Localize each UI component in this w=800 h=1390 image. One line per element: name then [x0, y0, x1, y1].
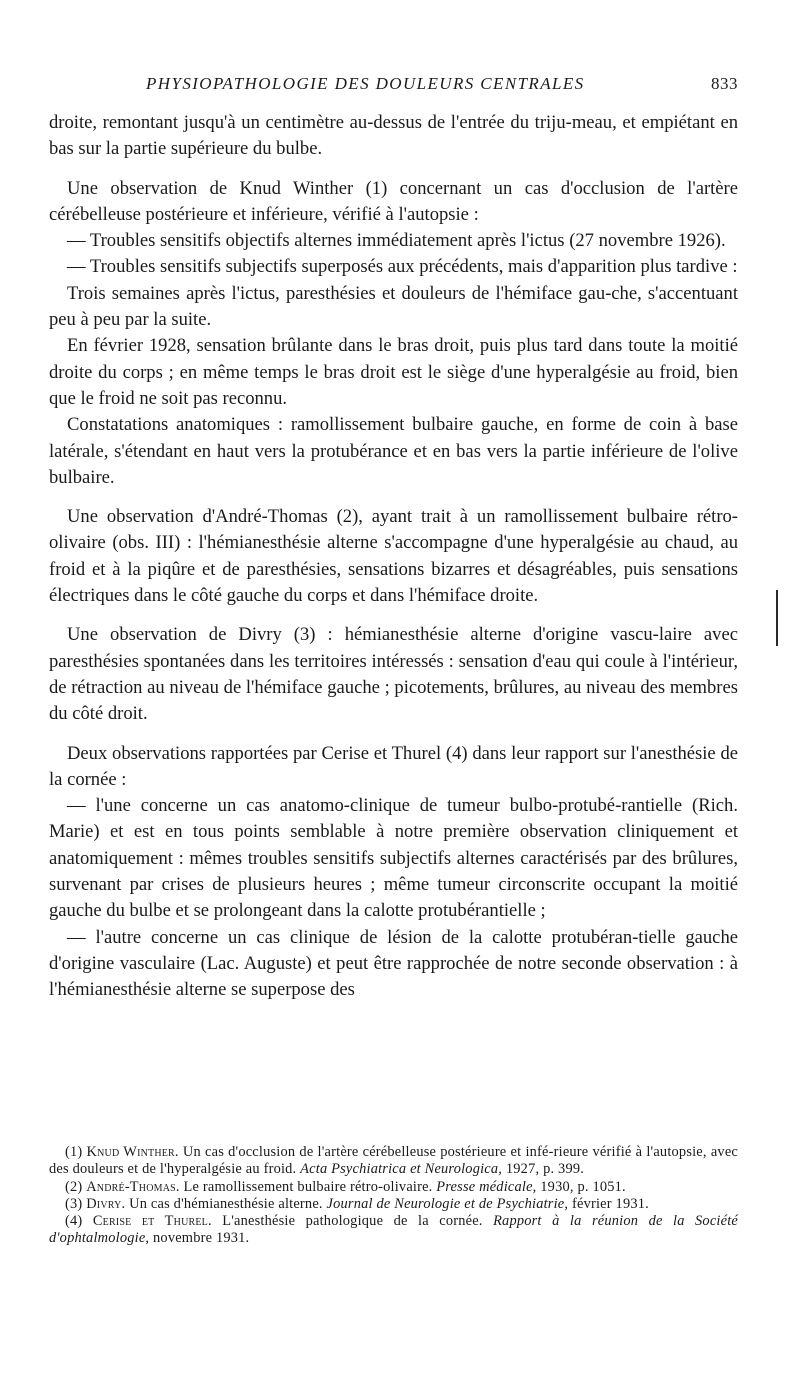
footnote-ref: 1930, p. 1051. — [540, 1178, 626, 1195]
paragraph: — l'autre concerne un cas clinique de lésion de la calotte protubéran-tielle gauche d'origine vasculaire (Lac. Auguste) et peut être rapprochée de notre seconde observation : à l'hémianesthésie alterne se superpose des — [49, 926, 738, 1001]
footnote-number: (4) — [65, 1213, 83, 1230]
paragraph: — Troubles sensitifs subjectifs superposés aux précédents, mais d'apparition plus tardive : — [67, 256, 738, 278]
footnote — [49, 1213, 738, 1248]
paragraph: Une observation d'André-Thomas (2), ayant trait à un ramollissement bulbaire rétro-olivaire (obs. III) : l'hémianesthésie alterne s'accompagne d'une hyperalgésie au chaud, au froid et à la piqûre et de paresthésies, sensations bizarres et désagréables, puis sensations électriques dans le côté gauche du corps et dans l'hémiface droite. — [49, 506, 738, 607]
footnote-journal: Acta Psychiatrica et Neurologica, — [300, 1161, 503, 1178]
footnote-number: (3) — [65, 1195, 83, 1212]
paragraph: Deux observations rapportées par Cerise et Thurel (4) dans leur rapport sur l'anesthésie de la cornée : — [49, 742, 738, 790]
footnote-number: (2) — [65, 1178, 83, 1195]
footnote-author: Knud Winther. — [86, 1144, 179, 1160]
footnote-ref: février 1931. — [572, 1195, 649, 1212]
footnote-number: (1) — [65, 1144, 83, 1160]
footnote-ref: novembre 1931. — [153, 1230, 250, 1247]
main-text — [49, 110, 738, 1004]
footnote-author: Cerise et Thurel. — [92, 1213, 212, 1230]
footnote-text: Le ramollissement bulbaire rétro-olivaire. — [183, 1178, 433, 1195]
paragraph: Constatations anatomiques : ramollissement bulbaire gauche, en forme de coin à base latérale, s'étendant en haut vers la protubérance et en bas vers la partie inférieure de l'olive bulbaire. — [49, 414, 738, 488]
footnote — [49, 1144, 738, 1179]
paragraph: Une observation de Knud Winther (1) concernant un cas d'occlusion de l'artère cérébelleuse postérieure et inférieure, vérifié à l'autopsie : — [49, 177, 738, 225]
running-header — [0, 74, 800, 100]
running-title: PHYSIOPATHOLOGIE DES DOULEURS CENTRALES — [146, 74, 585, 93]
footnote-text: Un cas d'hémianesthésie alterne. — [129, 1195, 323, 1212]
footnote-text: Un cas d'occlusion de l'artère cérébelleuse postérieure et infé-rieure vérifié à l'autopsie, avec des douleurs et de l'hyperalgésie au froid. — [49, 1144, 738, 1178]
footnote-ref: 1927, p. 399. — [505, 1161, 585, 1178]
margin-mark — [776, 590, 778, 646]
footnote-author: Divry. — [86, 1195, 126, 1212]
page-number: 833 — [711, 74, 738, 93]
footnote-journal: Rapport à la réunion de la Société d'ophtalmologie, — [49, 1213, 738, 1247]
footnote-author: André-Thomas. — [86, 1178, 180, 1195]
paragraph: Trois semaines après l'ictus, paresthésies et douleurs de l'hémiface gau-che, s'accentuant peu à peu par la suite. — [49, 282, 738, 331]
footnote-journal: Presse médicale, — [436, 1178, 537, 1195]
footnote — [49, 1179, 738, 1196]
paragraph: En février 1928, sensation brûlante dans le bras droit, puis plus tard dans toute la moitié droite du corps ; en même temps le bras droit est le siège d'une hyperalgésie au froid, bien que le froid ne soit pas reconnu. — [49, 335, 738, 409]
footnotes — [49, 1144, 738, 1248]
paragraph: — l'une concerne un cas anatomo-clinique de tumeur bulbo-protubé-rantielle (Rich. Marie) et est en tous points semblable à notre première observation cliniquement et anatomiquement : mêmes troubles sensitifs subjectifs alternes caractérisés par des brûlures, survenant par crises de plusieurs heures ; même tumeur circonscrite occupant la moitié gauche du bulbe et se prolongeant dans la calotte protubérantielle ; — [49, 795, 738, 922]
paragraph: Une observation de Divry (3) : hémianesthésie alterne d'origine vascu-laire avec paresthésies spontanées dans les territoires intéressés : sensation d'eau qui coule à l'intérieur, de rétraction au niveau de l'hémiface gauche ; picotements, brûlures, au niveau des membres du côté droit. — [49, 624, 738, 725]
footnote-text: L'anesthésie pathologique de la cornée. — [222, 1213, 483, 1230]
paragraph: droite, remontant jusqu'à un centimètre au-dessus de l'entrée du triju-meau, et empiétant en bas sur la partie supérieure du bulbe. — [49, 112, 738, 160]
paragraph: — Troubles sensitifs objectifs alternes immédiatement après l'ictus (27 novembre 1926). — [67, 230, 726, 252]
footnote-journal: Journal de Neurologie et de Psychiatrie, — [326, 1195, 569, 1212]
footnote — [49, 1196, 738, 1213]
